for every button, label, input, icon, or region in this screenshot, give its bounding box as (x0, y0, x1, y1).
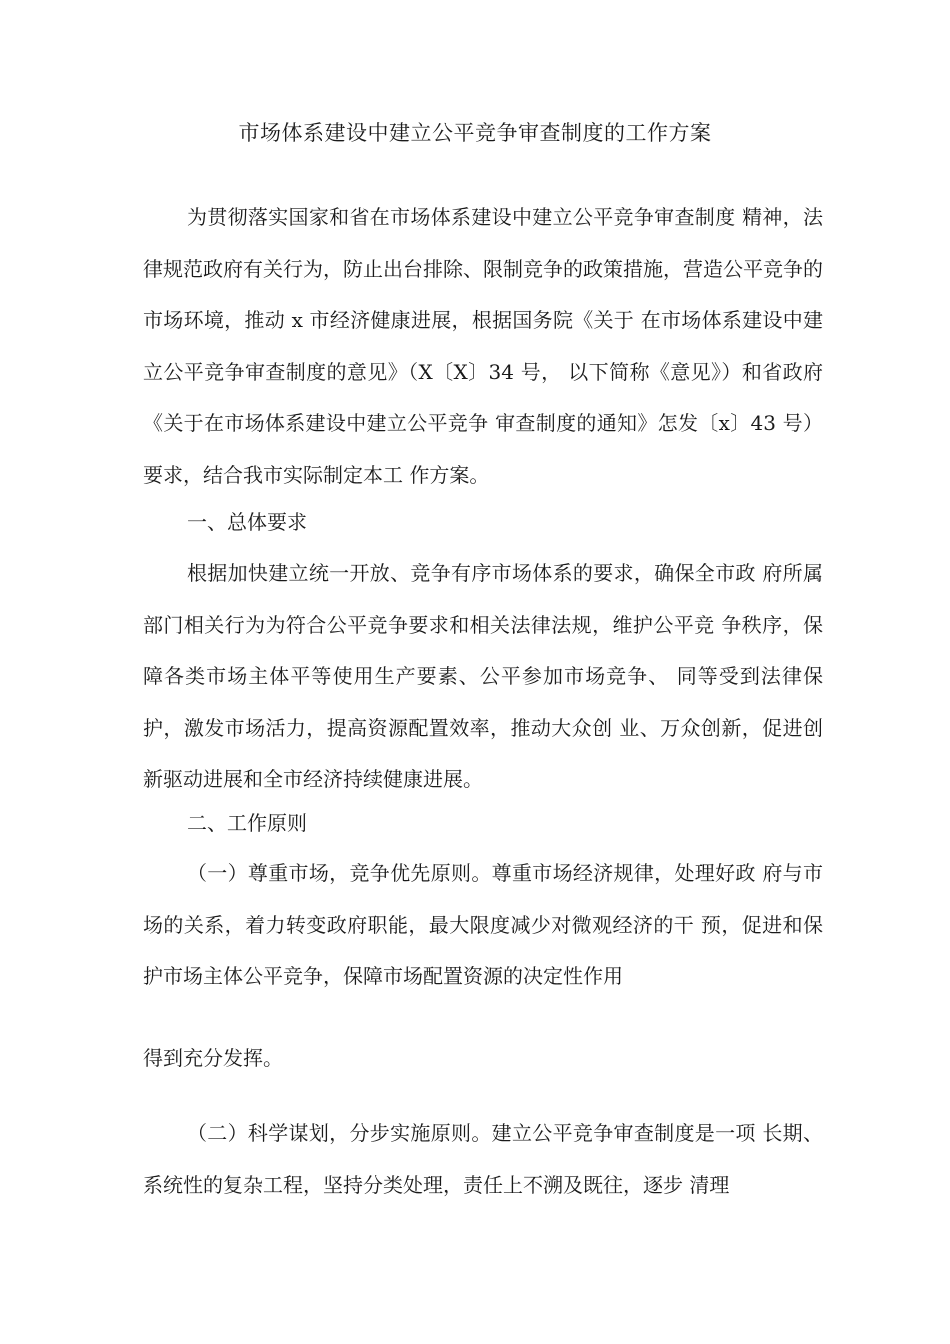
document-title: 市场体系建设中建立公平竞争审查制度的工作方案 (238, 121, 712, 145)
principle-two-paragraph: （二）科学谋划，分步实施原则。建立公平竞争审查制度是一项 长期、系统性的复杂工程，坚持分类处理，责任上不溯及既往，逐步 清理 (143, 1121, 823, 1197)
general-requirements-paragraph: 根据加快建立统一开放、竞争有序市场体系的要求，确保全市政 府所属部门相关行为为符合公平竞争要求和相关法律法规，维护公平竞 争秩序，保障各类市场主体平等使用生产要素、公平参加市场竞争、 同等受到法律保护，激发市场活力，提高资源配置效率，推动大众创 业、万众创新，促进创新驱动进展和全市经济持续健康进展。 (143, 561, 823, 791)
section-heading-general-requirements: 一、总体要求 (187, 510, 307, 534)
principle-one-continuation: 得到充分发挥。 (143, 1046, 283, 1070)
intro-paragraph: 为贯彻落实国家和省在市场体系建设中建立公平竞争审查制度 精神，法律规范政府有关行为，防止出台排除、限制竞争的政策措施，营造公平竞争的市场环境，推动 x 市经济健康进展，根据国务院《关于 在市场体系建设中建立公平竞争审查制度的意见》（X〔X〕34 号， 以下简称《意见》）和省政府《关于在市场体系建设中建立公平竞争 审查制度的通知》怎发〔x〕43 号）要求，结合我市实际制定本工 作方案。 (143, 205, 823, 487)
section-heading-work-principles: 二、工作原则 (187, 811, 307, 835)
principle-one-paragraph: （一）尊重市场，竞争优先原则。尊重市场经济规律，处理好政 府与市场的关系，着力转变政府职能，最大限度减少对微观经济的干 预，促进和保护市场主体公平竞争，保障市场配置资源的决定性作用 (143, 861, 823, 988)
